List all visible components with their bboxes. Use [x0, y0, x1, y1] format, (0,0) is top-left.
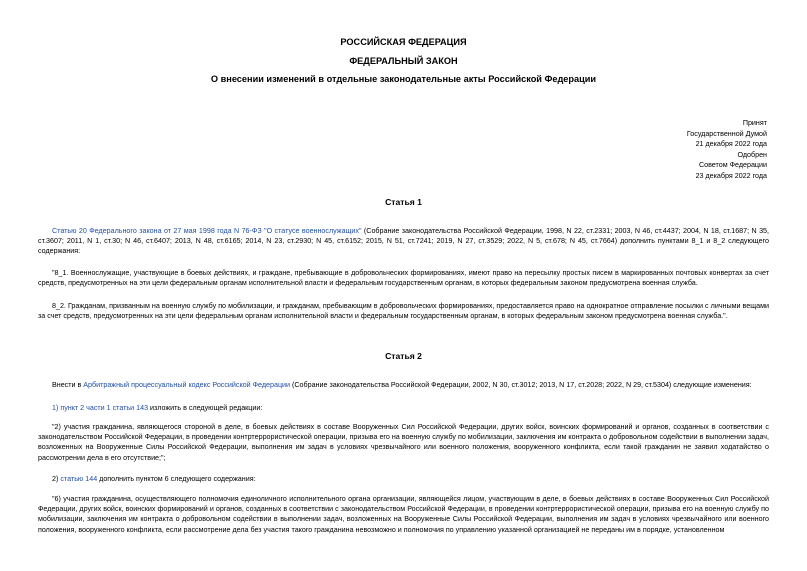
article-1-paragraph-2: "8_1. Военнослужащие, участвующие в боевых действиях, и граждане, пребывающие в добровольческих формированиях, имеют право на пересылку простых писем в маркированных почтовых конвертах за счет средств, предусмотренных на эти цели федеральным органам исполнительной власти и федеральным государственным органам, в которых федеральным законом предусмотрена военная служба. — [38, 269, 769, 288]
document-country-heading: РОССИЙСКАЯ ФЕДЕРАЦИЯ — [340, 37, 467, 47]
article-2-paragraph-5: "6) участия гражданина, осуществляющего полномочия единоличного исполнительного органа организации, являющейся лицом, участвующим в деле, в боевых действиях в составе Вооруженных Сил Российской Федерации, других войск, воинских формирований и органов, созданных в соответствии с законодательством Российской Федерации, в проведении контртеррористической операции, призыва его на военную службу по мобилизации, заключения им контракта о добровольном содействии в выполнении задач, возложенных на Вооруженные Силы Российской Федерации, выполнения им задач в условиях чрезвычайного или военного положения, вооруженного конфликта, если рассмотрение дела без участия такого гражданина невозможно и полномочия по управлению указанной организацией не переданы им в порядке, установленном — [38, 495, 769, 534]
article-2-paragraph-1 — [38, 380, 769, 390]
adoption-block — [687, 118, 767, 182]
article-144-link[interactable]: статью 144 — [60, 475, 98, 483]
article-1-paragraph-1 — [38, 226, 769, 257]
adoption-line: Советом Федерации — [698, 161, 767, 170]
article-2-title: Статья 2 — [385, 351, 422, 361]
law-link[interactable]: Статью 20 Федерального закона от 27 мая 1998 года N 76-ФЗ "О статусе военнослужащих" — [52, 227, 362, 235]
article-2-paragraph-3: "2) участия гражданина, являющегося стороной в деле, в боевых действиях в составе Вооруженных Сил Российской Федерации, других войск, воинских формирований и органов, созданных в соответствии с законодательством Российской Федерации, в проведении контртеррористической операции, призыва его на военную службу по мобилизации, заключения им контракта о добровольном содействии в выполнении задач, возложенных на Вооруженные Силы Российской Федерации, выполнения им задач в условиях чрезвычайного или военного положения, вооруженного конфликта, если такой гражданин не заявил ходатайство о рассмотрении дела в его отсутствие;"; — [38, 423, 769, 462]
paragraph-text: Внести в — [52, 381, 84, 389]
paragraph-text: 2) — [52, 475, 61, 483]
article-143-link[interactable]: 1) пункт 2 части 1 статьи 143 — [52, 404, 149, 412]
paragraph-text: (Собрание законодательства Российской Федерации, 2002, N 30, ст.3012; 2013, N 17, ст.2028; 2022, N 29, ст.5304) следующие изменения: — [290, 381, 752, 389]
adoption-line: Одобрен — [737, 150, 767, 159]
article-2-paragraph-4 — [38, 474, 769, 484]
adoption-line: 21 декабря 2022 года — [695, 140, 767, 149]
article-1-paragraph-3: 8_2. Гражданам, призванным на военную службу по мобилизации, и гражданам, пребывающим в добровольческих формированиях, предоставляется право на однократное отправление посылки с личными вещами за счет средств, предусмотренных на эти цели федеральным органам исполнительной власти и федеральным государственным органам, в которых федеральным законом предусмотрена военная служба.". — [38, 302, 769, 321]
adoption-line: Государственной Думой — [686, 129, 767, 138]
document-title: О внесении изменений в отдельные законодательные акты Российской Федерации — [210, 74, 597, 84]
document-type-heading: ФЕДЕРАЛЬНЫЙ ЗАКОН — [349, 56, 458, 66]
article-1-title: Статья 1 — [385, 197, 422, 207]
paragraph-text: изложить в следующей редакции: — [148, 404, 263, 412]
code-link[interactable]: Арбитражный процессуальный кодекс Российской Федерации — [83, 381, 291, 389]
adoption-line: 23 декабря 2022 года — [695, 171, 767, 180]
paragraph-text: (Собрание законодательства Российской Федерации, 1998, N 22, ст.2331; 2003, N 46, ст.4437; 2004, N 18, ст.1687; N 35, ст.3607; 2011, N 1, ст.30; N 46, ст.6407; 2013, N 48, ст.6165; 2014, N 23, ст.2930; N 45, ст.6152; 2015, N 51, ст.7241; 2019, N 27, ст.3529; 2022, N 5, ст.678; N 45, ст.7664) дополнить пунктами 8_1 и 8_2 следующего содержания: — [38, 227, 770, 256]
article-2-paragraph-2 — [38, 403, 769, 413]
paragraph-text: дополнить пунктом 6 следующего содержания: — [97, 475, 256, 483]
adoption-line: Принят — [742, 119, 767, 127]
